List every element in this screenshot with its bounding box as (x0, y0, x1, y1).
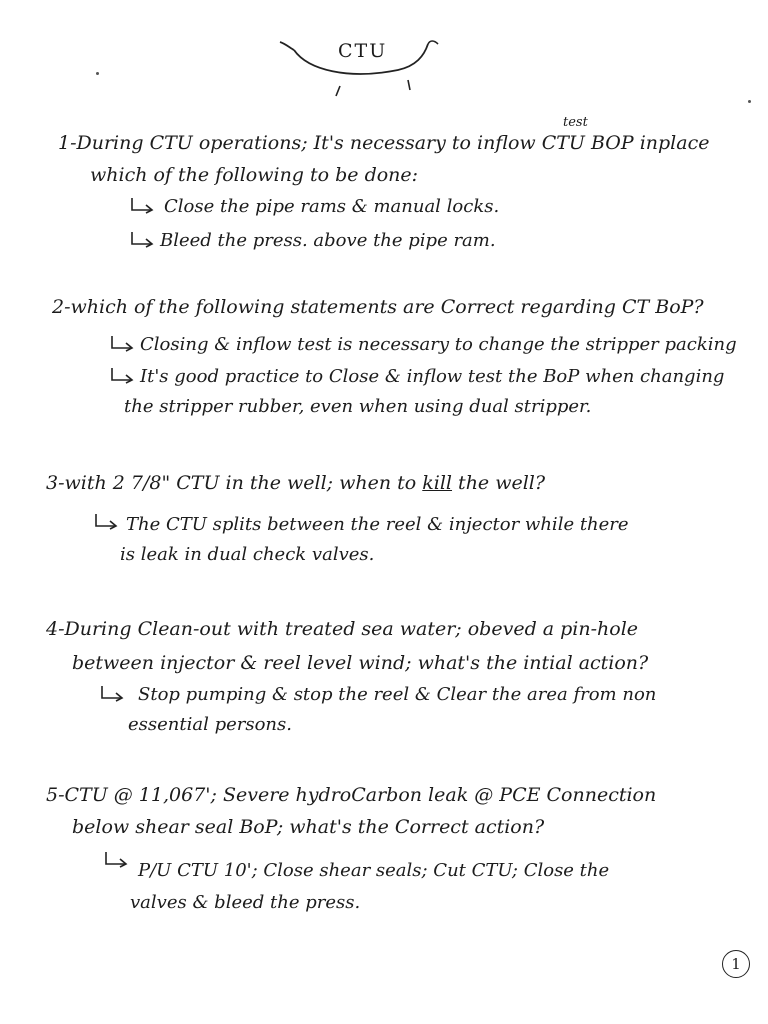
title-block (268, 34, 448, 104)
q5-line2: below shear seal BoP; what's the Correct action? (72, 816, 545, 838)
page-number: 1 (722, 950, 750, 978)
q2-answer-1: Closing & inflow test is necessary to change the stripper packing (140, 334, 737, 355)
q5-answer-1: P/U CTU 10'; Close shear seals; Cut CTU; Close the (138, 860, 610, 881)
q1-line1: 1-During CTU operations; It's necessary to inflow CTU BOP inplace (58, 132, 710, 154)
q4-answer-2: essential persons. (128, 714, 292, 735)
q4-answer-1: Stop pumping & stop the reel & Clear the area from non (138, 684, 657, 705)
arrow-icon (110, 336, 136, 352)
q3-answer-2: is leak in dual check valves. (120, 544, 375, 565)
q2-answer-2: It's good practice to Close & inflow test the BoP when changing (140, 366, 725, 387)
arrow-icon (110, 368, 136, 384)
q2-answer-3: the stripper rubber, even when using dual stripper. (124, 396, 592, 417)
arrow-icon (100, 686, 126, 702)
stray-mark (96, 72, 99, 75)
q3-line1-underlined: kill (422, 472, 453, 494)
page-title: CTU (338, 40, 388, 62)
q3-answer-1: The CTU splits between the reel & injector while there (126, 514, 629, 535)
q1-answer-2: Bleed the press. above the pipe ram. (160, 230, 496, 251)
arrow-icon (130, 232, 156, 248)
q3-line1-pre: 3-with 2 7/8" CTU in the well; when to (46, 472, 423, 494)
q5-line1: 5-CTU @ 11,067'; Severe hydroCarbon leak @ PCE Connection (46, 784, 657, 806)
q1-line2: which of the following to be done: (90, 164, 419, 186)
q4-line1: 4-During Clean-out with treated sea water; obeved a pin-hole (46, 618, 639, 640)
arrow-icon (104, 852, 130, 868)
arrow-icon (94, 514, 120, 530)
q1-answer-1: Close the pipe rams & manual locks. (164, 196, 500, 217)
arrow-icon (130, 198, 156, 214)
q1-superscript: test (563, 115, 588, 130)
q3-line1-post: the well? (452, 472, 546, 494)
q3-line1 (46, 472, 545, 494)
q4-line2: between injector & reel level wind; what's the intial action? (72, 652, 649, 674)
q2-line1: 2-which of the following statements are Correct regarding CT BoP? (52, 296, 704, 318)
stray-mark (748, 100, 751, 103)
q5-answer-2: valves & bleed the press. (130, 892, 361, 913)
